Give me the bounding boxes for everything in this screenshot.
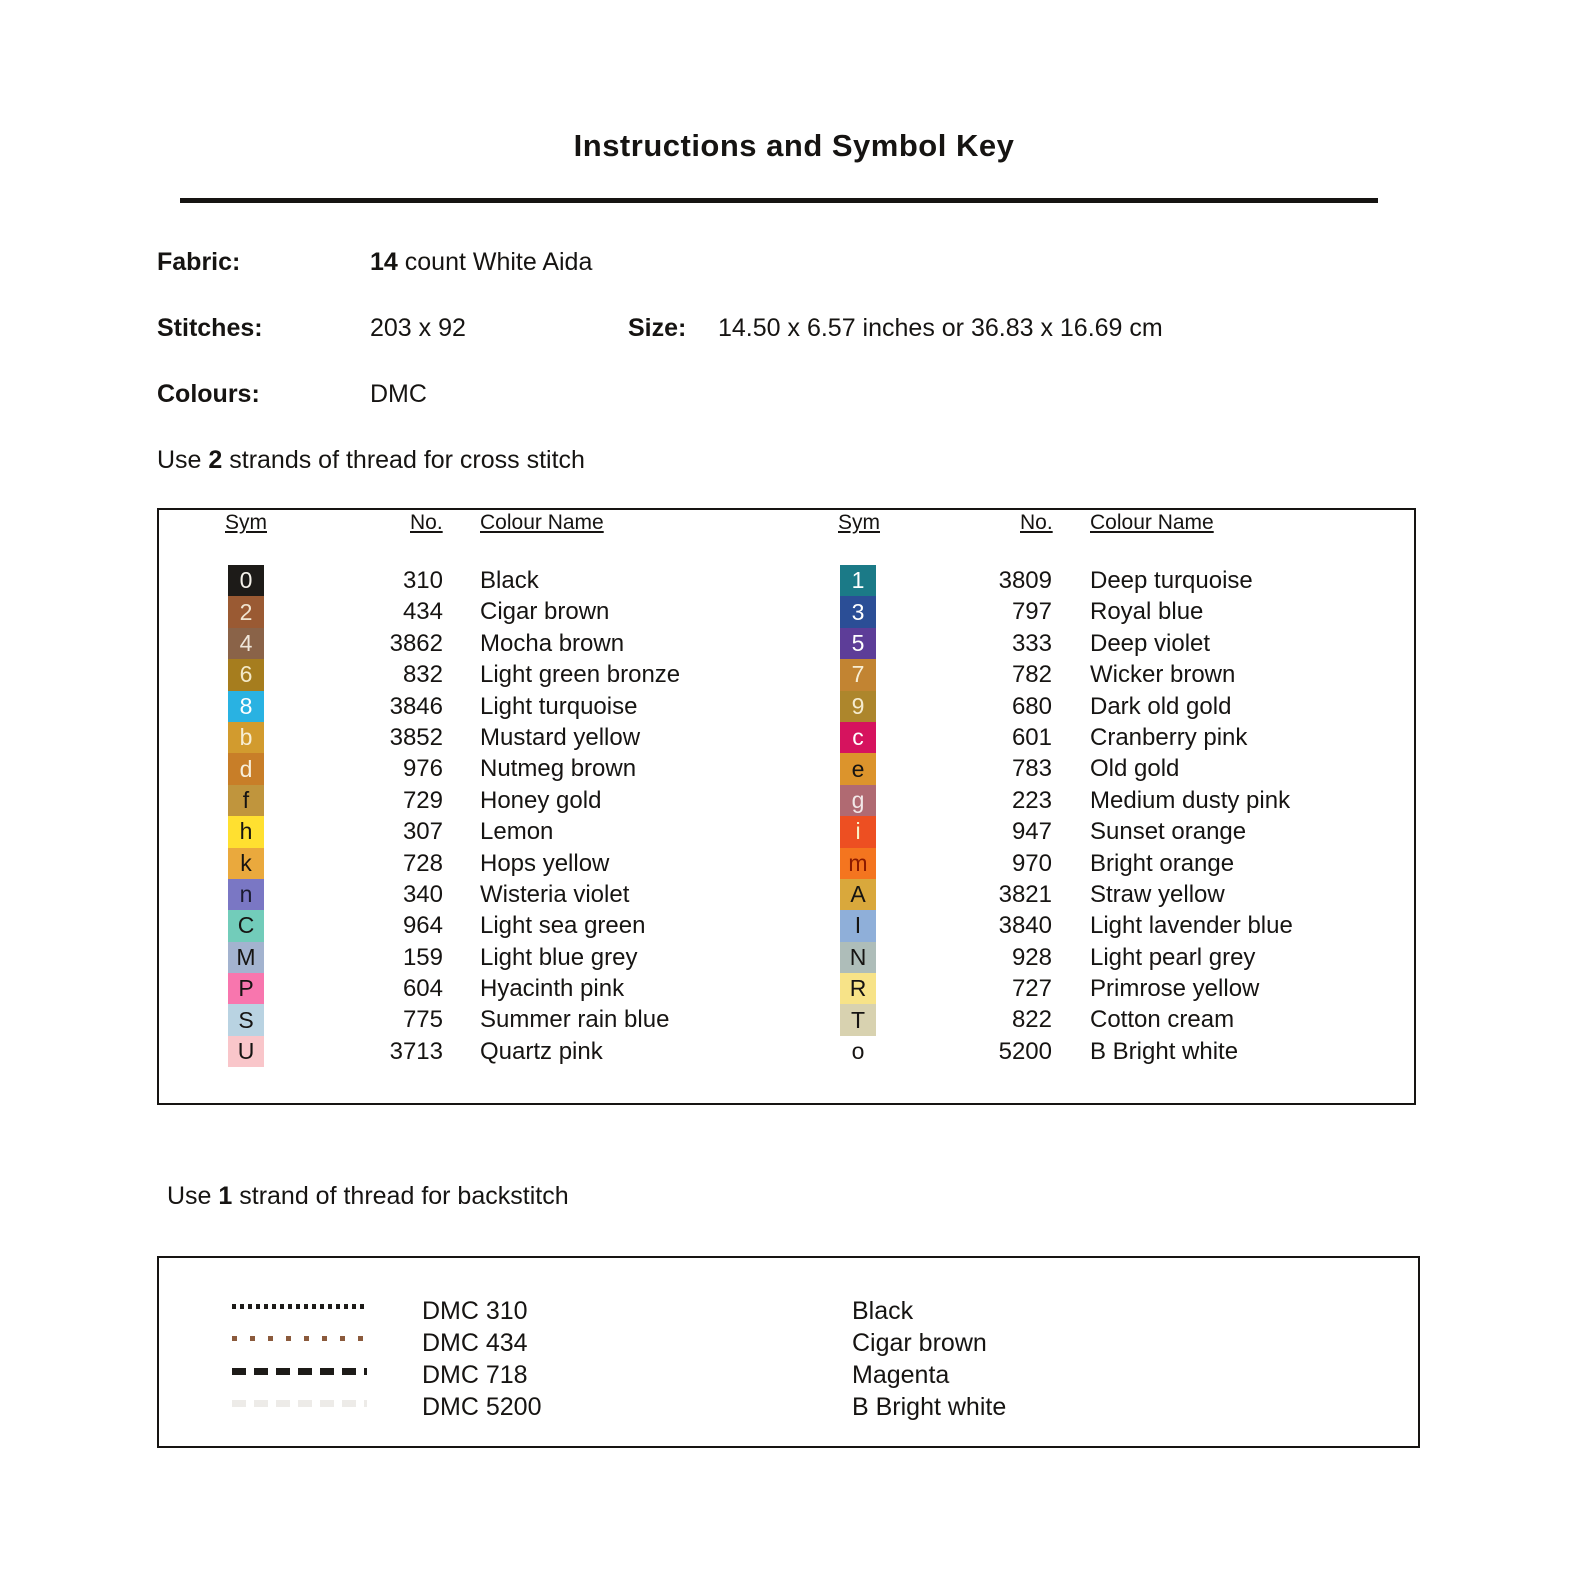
dmc-number: 223 (1011, 786, 1052, 814)
symbol-chip: i (840, 816, 876, 847)
colour-name: Medium dusty pink (1090, 786, 1291, 814)
colour-name-column-left (480, 565, 820, 1067)
colour-name: Light pearl grey (1090, 943, 1256, 971)
backstitch-colour-name: Cigar brown (852, 1329, 987, 1357)
symbol-chip: 8 (228, 691, 264, 722)
colour-name: Cranberry pink (1090, 723, 1248, 751)
dmc-number: 5200 (998, 1037, 1052, 1065)
colour-name: Cotton cream (1090, 1006, 1235, 1034)
colour-name: Light blue grey (480, 943, 638, 971)
symbol-chip: N (840, 942, 876, 973)
colour-name: Old gold (1090, 755, 1180, 783)
symbol-chip: 6 (228, 659, 264, 690)
colour-name: Hyacinth pink (480, 975, 625, 1003)
dmc-number: 604 (402, 975, 443, 1003)
backstitch-colour-name: Magenta (852, 1361, 950, 1389)
backstitch-dmc-code: DMC 718 (422, 1361, 528, 1389)
page-title: Instructions and Symbol Key (573, 128, 1015, 163)
dmc-number: 307 (402, 818, 443, 846)
dmc-number: 3840 (998, 912, 1052, 940)
symbol-chip: k (228, 848, 264, 879)
header-colour-right: Colour Name (1090, 511, 1214, 534)
dmc-number: 680 (1011, 692, 1052, 720)
symbol-chip: o (840, 1036, 876, 1067)
fabric-label: Fabric: (157, 248, 241, 276)
colour-name: Light lavender blue (1090, 912, 1293, 940)
dmc-number: 3846 (389, 692, 443, 720)
dmc-number: 928 (1011, 943, 1052, 971)
cross-stitch-note: Use 2 strands of thread for cross stitch (157, 446, 585, 474)
fabric-value (370, 248, 592, 277)
colour-name: Royal blue (1090, 598, 1204, 626)
dmc-number: 797 (1011, 598, 1052, 626)
dmc-number: 340 (402, 880, 443, 908)
header-colour-left: Colour Name (480, 511, 604, 534)
colour-name: Deep turquoise (1090, 567, 1253, 594)
colour-name: B Bright white (1090, 1037, 1239, 1065)
symbol-chip: U (228, 1036, 264, 1067)
colour-name: Mustard yellow (480, 723, 641, 751)
symbol-chip-column-left (228, 565, 264, 1067)
dmc-number-column-left (331, 565, 443, 1067)
colour-name: Primrose yellow (1090, 975, 1260, 1003)
colour-name: Cigar brown (480, 598, 610, 626)
colour-name: Deep violet (1090, 629, 1211, 657)
dmc-number: 822 (1011, 1006, 1052, 1034)
dmc-number: 601 (1011, 723, 1052, 751)
dmc-number: 728 (402, 849, 443, 877)
symbol-chip: 4 (228, 628, 264, 659)
symbol-chip: b (228, 722, 264, 753)
dmc-number: 964 (402, 912, 443, 940)
dmc-number: 159 (402, 943, 443, 971)
colour-name: Bright orange (1090, 849, 1235, 877)
backstitch-colour-name: Black (852, 1297, 914, 1325)
symbol-chip: T (840, 1004, 876, 1035)
colour-name: Hops yellow (480, 849, 610, 877)
header-no-right: No. (1020, 511, 1053, 534)
dmc-number: 783 (1011, 755, 1052, 783)
colour-name: Light green bronze (480, 661, 681, 689)
backstitch-line-sample (232, 1400, 367, 1407)
symbol-chip: M (228, 942, 264, 973)
fabric-count: 14 (370, 248, 398, 276)
symbol-chip: 1 (840, 565, 876, 596)
symbol-chip-column-right (840, 565, 876, 1067)
backstitch-dmc-code: DMC 310 (422, 1297, 528, 1325)
backstitch-colour-name: B Bright white (852, 1393, 1007, 1421)
symbol-chip: 0 (228, 565, 264, 596)
title-divider-rule (180, 198, 1378, 203)
dmc-number: 333 (1011, 629, 1052, 657)
dmc-number: 727 (1011, 975, 1052, 1003)
dmc-number: 3821 (998, 880, 1052, 908)
colour-name: Summer rain blue (480, 1006, 670, 1034)
stitches-label: Stitches: (157, 314, 263, 342)
colour-name: Dark old gold (1090, 692, 1232, 720)
size-label: Size: (628, 314, 687, 342)
symbol-chip: I (840, 910, 876, 941)
symbol-chip: P (228, 973, 264, 1004)
backstitch-dmc-code: DMC 5200 (422, 1393, 542, 1421)
backstitch-key-table (157, 1256, 1420, 1448)
dmc-number: 729 (402, 786, 443, 814)
colour-name: Quartz pink (480, 1037, 603, 1065)
colours-label: Colours: (157, 380, 260, 408)
dmc-number: 3713 (389, 1037, 443, 1065)
colour-name: Straw yellow (1090, 880, 1225, 908)
dmc-number: 970 (1011, 849, 1052, 877)
symbol-chip: 2 (228, 596, 264, 627)
colour-name: Mocha brown (480, 629, 625, 657)
size-value: 14.50 x 6.57 inches or 36.83 x 16.69 cm (718, 314, 1163, 342)
colours-value: DMC (370, 380, 427, 408)
symbol-chip: d (228, 753, 264, 784)
dmc-number: 3862 (389, 629, 443, 657)
colour-name: Wicker brown (1090, 661, 1236, 689)
dmc-number: 3852 (389, 723, 443, 751)
symbol-chip: 9 (840, 691, 876, 722)
header-no-left: No. (410, 511, 443, 534)
symbol-chip: g (840, 785, 876, 816)
dmc-number-column-right (940, 565, 1052, 1067)
symbol-chip: S (228, 1004, 264, 1035)
symbol-chip: C (228, 910, 264, 941)
symbol-chip: h (228, 816, 264, 847)
symbol-chip: n (228, 879, 264, 910)
colour-name: Sunset orange (1090, 818, 1247, 846)
symbol-chip: m (840, 848, 876, 879)
dmc-number: 3809 (998, 567, 1052, 594)
colour-name-column-right (1090, 565, 1430, 1067)
colour-name: Lemon (480, 818, 554, 846)
backstitch-dmc-code: DMC 434 (422, 1329, 528, 1357)
backstitch-note: Use 1 strand of thread for backstitch (167, 1182, 569, 1210)
colour-name: Light sea green (480, 912, 646, 940)
header-sym-right: Sym (838, 511, 880, 534)
symbol-chip: e (840, 753, 876, 784)
backstitch-line-sample (232, 1304, 367, 1309)
symbol-chip: c (840, 722, 876, 753)
colour-name: Black (480, 567, 539, 594)
dmc-number: 832 (402, 661, 443, 689)
symbol-chip: 3 (840, 596, 876, 627)
symbol-chip: f (228, 785, 264, 816)
dmc-number: 310 (402, 567, 443, 594)
symbol-chip: R (840, 973, 876, 1004)
dmc-number: 434 (402, 598, 443, 626)
dmc-number: 782 (1011, 661, 1052, 689)
dmc-number: 775 (402, 1006, 443, 1034)
stitches-value: 203 x 92 (370, 314, 466, 342)
fabric-text: count White Aida (397, 248, 593, 276)
dmc-number: 947 (1011, 818, 1052, 846)
symbol-chip: 5 (840, 628, 876, 659)
symbol-chip: 7 (840, 659, 876, 690)
colour-name: Wisteria violet (480, 880, 630, 908)
backstitch-line-sample (232, 1336, 367, 1341)
colour-name: Honey gold (480, 786, 602, 814)
backstitch-line-sample (232, 1368, 367, 1375)
dmc-number: 976 (402, 755, 443, 783)
colour-name: Light turquoise (480, 692, 638, 720)
header-sym-left: Sym (225, 511, 267, 534)
symbol-chip: A (840, 879, 876, 910)
colour-name: Nutmeg brown (480, 755, 637, 783)
